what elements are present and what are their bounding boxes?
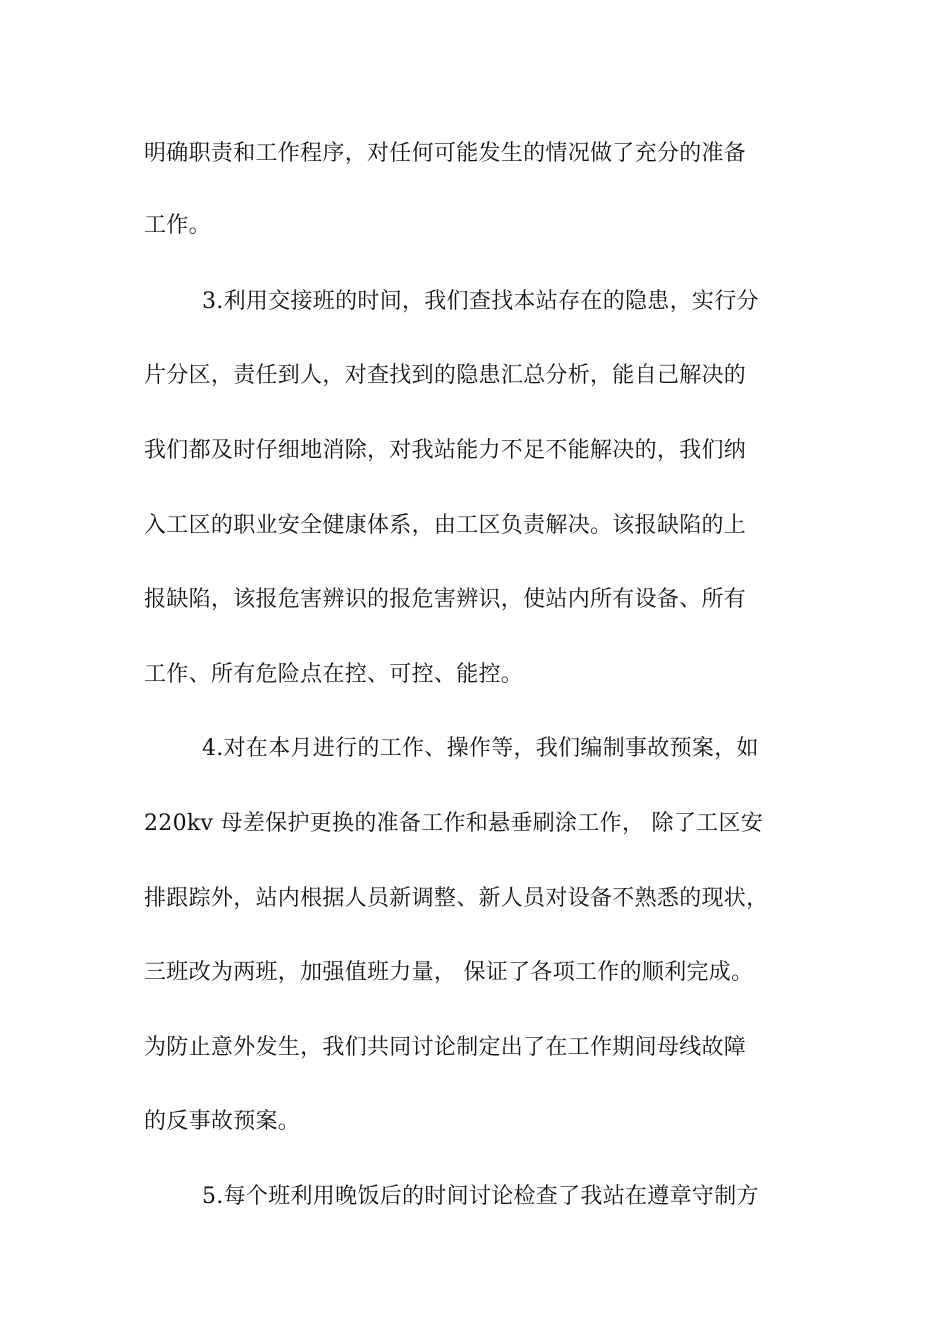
paragraph-5-line-1: 5.每个班利用晚饭后的时间讨论检查了我站在遵章守制方 xyxy=(202,1184,759,1209)
text-line-1: 明确职责和工作程序，对任何可能发生的情况做了充分的准备 xyxy=(144,141,747,166)
paragraph-3-line-4: 入工区的职业安全健康体系，由工区负责解决。该报缺陷的上 xyxy=(144,513,747,538)
paragraph-3-line-2: 片分区，责任到人，对查找到的隐患汇总分析，能自己解决的 xyxy=(144,363,747,388)
paragraph-4-line-2: 220kv 母差保护更换的准备工作和悬垂刷涂工作， 除了工区安 xyxy=(144,811,764,836)
paragraph-3-line-1: 3.利用交接班的时间，我们查找本站存在的隐患，实行分 xyxy=(202,289,759,314)
paragraph-4-line-3: 排跟踪外，站内根据人员新调整、新人员对设备不熟悉的现状， xyxy=(144,886,769,911)
paragraph-3-line-3: 我们都及时仔细地消除，对我站能力不足不能解决的，我们纳 xyxy=(144,438,747,463)
paragraph-4-line-4: 三班改为两班，加强值班力量， 保证了各项工作的顺利完成。 xyxy=(144,960,754,985)
text-line-2: 工作。 xyxy=(144,213,211,238)
paragraph-4-line-1: 4.对在本月进行的工作、操作等，我们编制事故预案，如 xyxy=(202,736,759,761)
paragraph-4-line-6: 的反事故预案。 xyxy=(144,1109,301,1134)
paragraph-4-line-5: 为防止意外发生，我们共同讨论制定出了在工作期间母线故障 xyxy=(144,1035,747,1060)
paragraph-3-line-5: 报缺陷，该报危害辨识的报危害辨识，使站内所有设备、所有 xyxy=(144,587,747,612)
paragraph-3-line-6: 工作、所有危险点在控、可控、能控。 xyxy=(144,662,524,687)
